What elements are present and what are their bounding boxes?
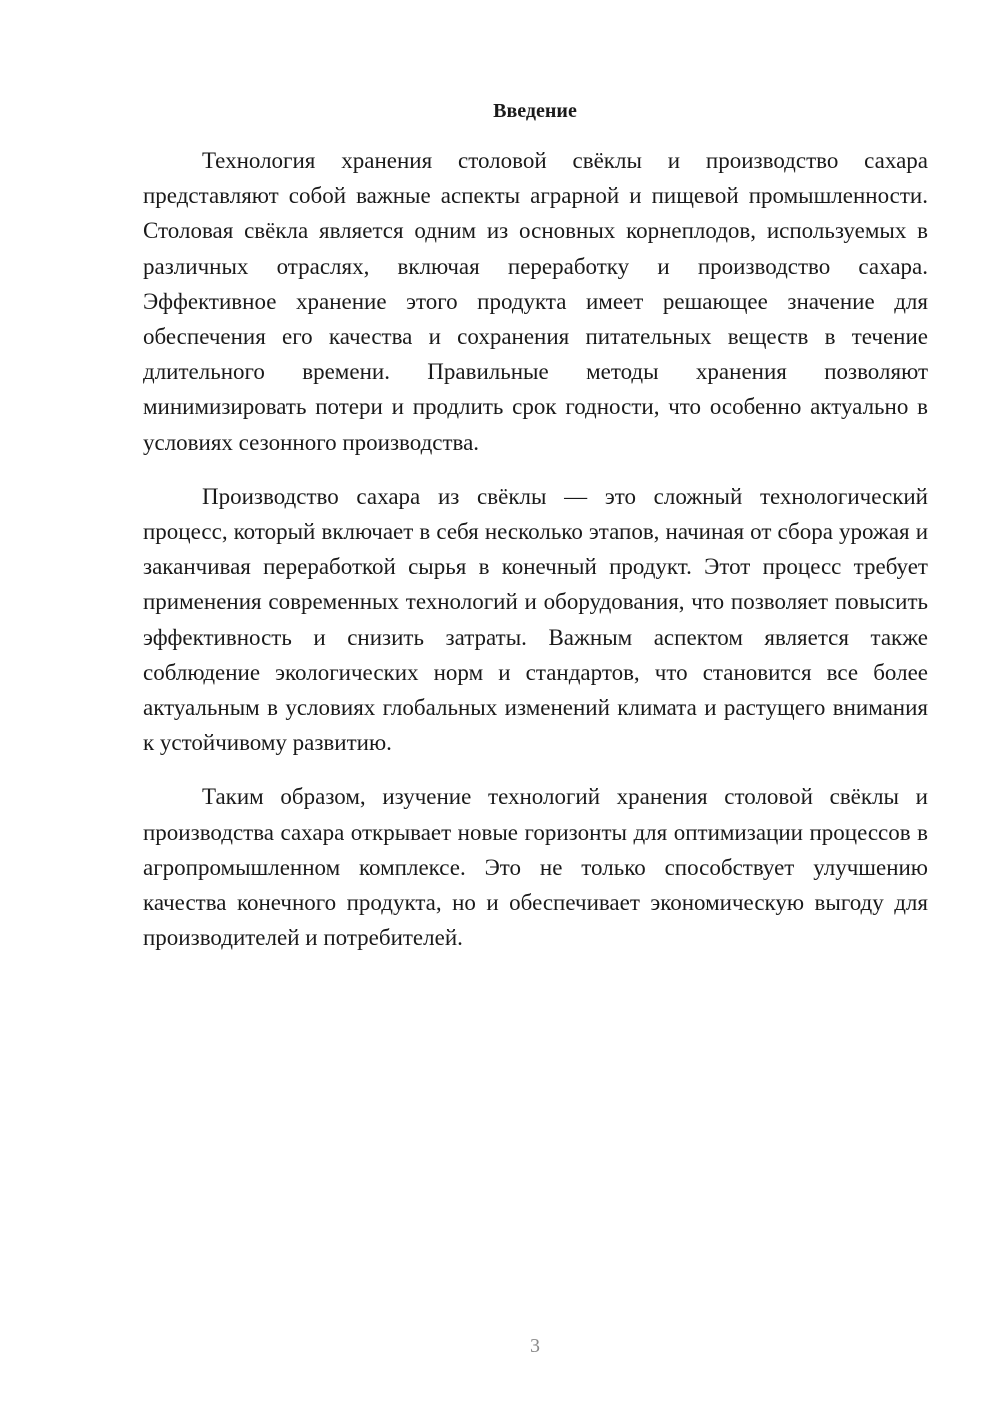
paragraph: Производство сахара из свёклы — это сложный технологический процесс, который включает в себя несколько этапов, начиная от сбора урожая и заканчивая переработкой сырья в конечный продукт. Этот процесс требует применения современных технологий и оборудования, что позволяет повысить эффективность и снизить затраты. Важным аспектом является также соблюдение экологических норм и стандартов, что становится все более актуальным в условиях глобальных изменений климата и растущего внимания к устойчивому развитию. <box>143 483 928 756</box>
page-number: 3 <box>530 1335 540 1357</box>
paragraph: Таким образом, изучение технологий хранения столовой свёклы и производства сахара открывает новые горизонты для оптимизации процессов в агропромышленном комплексе. Это не только способствует улучшению качества конечного продукта, но и обеспечивает экономическую выгоду для производителей и потребителей. <box>143 784 928 951</box>
section-heading: Введение <box>493 100 577 122</box>
body-text <box>143 143 928 974</box>
paragraph: Технология хранения столовой свёклы и производство сахара представляют собой важные аспекты аграрной и пищевой промышленности. Столовая свёкла является одним из основных корнеплодов, используемых в различных отраслях, включая переработку и производство сахара. Эффективное хранение этого продукта имеет решающее значение для обеспечения его качества и сохранения питательных веществ в течение длительного времени. Правильные методы хранения позволяют минимизировать потери и продлить срок годности, что особенно актуально в условиях сезонного производства. <box>143 148 928 455</box>
